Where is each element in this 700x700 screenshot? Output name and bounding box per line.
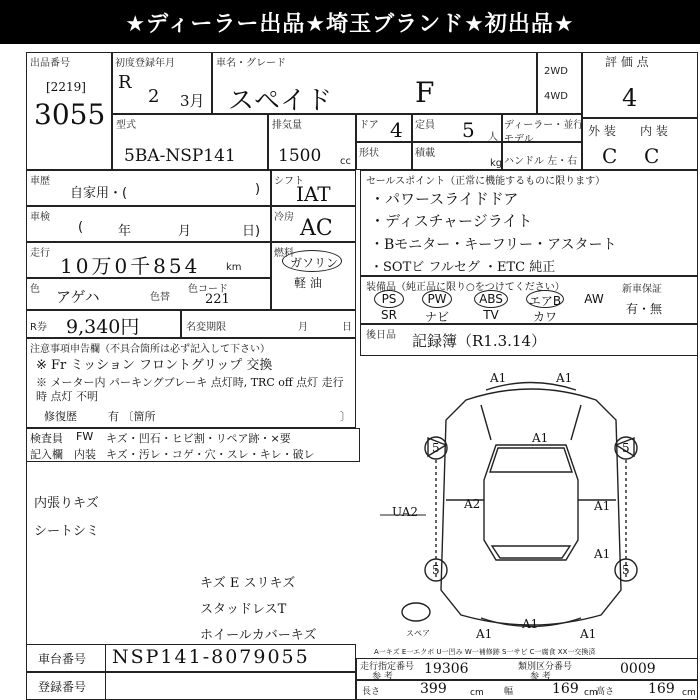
ac-value: AC (300, 216, 333, 241)
inspection-label: 車検 (30, 212, 50, 223)
usage-box (26, 170, 271, 206)
equip-tv: TV (483, 308, 499, 322)
lot-number: 3055 (34, 98, 106, 131)
new-warranty-value: 有・無 (626, 302, 663, 316)
load-unit: kg (490, 158, 503, 169)
car-grade-value: F (415, 76, 435, 109)
capacity-value: 5 (462, 118, 475, 142)
capacity-unit: 人 (488, 132, 498, 143)
body-note-2: スタッドレスT (200, 602, 287, 617)
mark-a1-bottom-mid: A1 (522, 617, 539, 631)
car-windshield (490, 448, 572, 472)
history-label: 後日品 (366, 330, 396, 341)
spare-tire (402, 603, 430, 621)
inspection-month: 月 (178, 224, 192, 239)
chassis-label: 車台番号 (38, 652, 87, 666)
equip-pw-circle (422, 290, 452, 308)
tire-rr-mark: 5 (622, 563, 630, 577)
equip-navi: ナビ (424, 310, 449, 324)
mark-a1-bottom-right: A1 (580, 627, 597, 641)
tire-fr-mark: 5 (622, 441, 630, 455)
car-cabin (484, 445, 578, 560)
displacement-unit: cc (340, 156, 351, 167)
odo-label-2: 類別区分番号 (518, 662, 573, 672)
dealer-label: ディーラー・並行 (504, 120, 584, 131)
registration-era: R (118, 72, 132, 93)
shift-value: IAT (296, 182, 331, 206)
inspection-year: 年 (118, 224, 132, 239)
name-change-day: 日 (342, 322, 352, 333)
car-damage-diagram (366, 360, 696, 650)
width-unit: cm (584, 688, 598, 698)
interior-note-1: 内張りキズ (34, 496, 99, 511)
width-value: 169 (552, 681, 579, 697)
notes-line-2: ※ メーター内 パーキングブレーキ 点灯時, TRC off 点灯 走行時 点灯 不明 (36, 376, 344, 403)
equip-sr: SR (381, 308, 397, 322)
body-note-3: ホイールカバーキズ (200, 628, 317, 643)
fuel-value-2: 軽 油 (294, 276, 322, 290)
drive-2wd: 2WD (544, 66, 568, 77)
car-name-label: 車名・グレード (216, 58, 286, 69)
equip-abs: ABS (479, 292, 503, 306)
exterior-label: 外 装 (588, 124, 616, 138)
registration-year: 2 (148, 86, 160, 107)
height-value: 169 (648, 681, 675, 697)
lot-sub-number: [2219] (46, 80, 86, 94)
fuel-value-1: ガソリン (290, 256, 339, 270)
usage-close: ) (255, 182, 261, 197)
registration-month: 3月 (180, 92, 205, 110)
registration-label: 初度登録年月 (115, 58, 175, 69)
odo-ref-1: 参 考 (372, 672, 393, 682)
sales-points-label: セールスポイント（正常に機能するものに限ります） (366, 176, 606, 187)
recycle-label: R券 (30, 322, 47, 333)
mark-a1-right-rear: A1 (594, 547, 611, 561)
tire-rl-mark: 5 (432, 563, 440, 577)
sales-point-2: ・ディスチャージライト (370, 212, 533, 230)
mark-a2-side: A2 (464, 497, 481, 511)
width-label: 幅 (504, 687, 514, 697)
lot-label: 出品番号 (30, 58, 70, 69)
chassis-value: NSP141-8079055 (112, 646, 310, 668)
displacement-label: 排気量 (272, 120, 302, 131)
doors-value: 4 (390, 118, 403, 142)
interior-note-2: シートシミ (34, 524, 100, 539)
body-note-1: キズ E スリキズ (200, 576, 296, 591)
page-banner: ★ディーラー出品★埼玉ブランド★初出品★ (0, 0, 700, 44)
car-hood-line (481, 405, 581, 440)
doors-label: ドア (359, 120, 379, 131)
score-label: 評 価 点 (605, 55, 649, 69)
mark-a1-bottom-left: A1 (476, 627, 493, 641)
odo-value-2: 0009 (620, 661, 656, 677)
fuel-circle-mark (282, 250, 342, 272)
inspector-fw-items: キズ・凹石・ヒビ割・リペア跡・×要 (106, 432, 291, 445)
score-value: 4 (622, 84, 638, 112)
repair-label: 修復歴 (44, 410, 77, 423)
sales-point-1: ・パワースライドドア (370, 190, 519, 208)
model-value: 5BA-NSP141 (124, 146, 236, 166)
drive-4wd: 4WD (544, 91, 568, 102)
inspection-box (26, 206, 271, 242)
mark-ua2: UA2 (392, 505, 419, 519)
inspector-label-1: 検査員 (30, 432, 63, 445)
equip-pw: PW (427, 292, 447, 306)
mark-a1-hood: A1 (532, 431, 549, 445)
length-label: 長さ (362, 687, 381, 697)
repair-close: 〕 (340, 410, 351, 423)
height-unit: cm (682, 688, 696, 698)
handle-label: ハンドル 左・右 (504, 156, 578, 167)
car-rear-window (492, 546, 570, 558)
recycle-value: 9,340円 (66, 316, 140, 338)
equip-aw: AW (584, 292, 604, 306)
equip-ps-circle (374, 290, 404, 308)
mileage-unit: km (226, 262, 242, 273)
usage-label: 車歴 (30, 176, 50, 187)
inspector-interior: 内装 (74, 448, 96, 461)
usage-value: 自家用・( (70, 186, 128, 201)
mark-a1-right-front: A1 (594, 499, 611, 513)
interior-label: 内 装 (640, 124, 668, 138)
drive-box (537, 52, 582, 114)
fuel-label: 燃料 (274, 248, 294, 259)
name-change-label: 名変期限 (186, 322, 226, 333)
capacity-label: 定員 (415, 120, 435, 131)
ac-label: 冷房 (274, 212, 294, 223)
reg-number-label: 登録番号 (38, 680, 87, 694)
repair-value: 有 〔箇所 (108, 410, 156, 423)
length-unit: cm (470, 688, 484, 698)
height-label: 高さ (596, 687, 615, 697)
model-change-label: モデル (504, 134, 534, 145)
odo-value-1: 19306 (424, 661, 469, 677)
color-original-label: 色替 (150, 292, 170, 303)
mileage-label: 走行 (30, 248, 50, 259)
color-label: 色 (30, 284, 40, 295)
equip-abs-circle (474, 290, 508, 308)
inspection-day: 日) (242, 224, 261, 239)
diagram-legend: A一キズ E一エクボ U一凹み W一補修跡 S一サビ C一腐食 XX一交換済 (374, 648, 596, 656)
sales-point-3: ・Bモニター・キーフリー・アスタート (370, 237, 617, 253)
load-label: 積載 (415, 148, 435, 159)
car-name-value: スペイド (228, 86, 333, 116)
equip-ps: PS (381, 292, 397, 306)
color-value: アゲハ (56, 288, 100, 306)
exterior-grade: C (602, 144, 618, 168)
color-code-label: 色コード (188, 284, 228, 295)
new-warranty-label: 新車保証 (622, 284, 662, 295)
odo-ref-2: 参 考 (530, 672, 551, 682)
equipment-label: 装備品（純正品に限り○をつけてください） (366, 282, 565, 293)
shape-label: 形状 (359, 148, 379, 159)
mark-a1-top-right: A1 (556, 371, 573, 385)
spare-label: スペア (406, 629, 430, 638)
dims-box (356, 680, 698, 700)
name-change-month: 月 (298, 322, 308, 333)
model-label: 型式 (116, 120, 136, 131)
history-value: 記録簿（R1.3.14） (412, 332, 547, 350)
equip-leather: カワ (532, 310, 557, 324)
inspector-fw: FW (76, 430, 94, 443)
equip-airbag: エアB (528, 294, 562, 308)
odo-label-1: 走行指定番号 (360, 662, 415, 672)
tire-fl-mark: 5 (432, 441, 440, 455)
notes-line-1: ※ Fr ミッション フロントグリップ 交換 (36, 358, 273, 373)
inspector-int-items: キズ・汚レ・コゲ・穴・スレ・キレ・破レ (106, 448, 315, 461)
inspection-open: ( (78, 220, 84, 235)
length-value: 399 (420, 681, 447, 697)
notes-label: 注意事項申告欄（不具合箇所は必ず記入して下さい） (30, 344, 270, 355)
shift-label: シフト (274, 176, 304, 187)
equip-airbag-circle (526, 290, 564, 308)
sales-point-4: ・SOTビ フルセグ ・ETC 純正 (370, 260, 556, 275)
inspector-label-2: 記入欄 (30, 448, 63, 461)
mark-a1-top-left: A1 (490, 371, 507, 385)
color-code: 221 (205, 292, 230, 307)
interior-grade: C (644, 144, 660, 168)
displacement-value: 1500 (278, 146, 322, 166)
mileage-value: 10万0千854 (60, 254, 201, 278)
